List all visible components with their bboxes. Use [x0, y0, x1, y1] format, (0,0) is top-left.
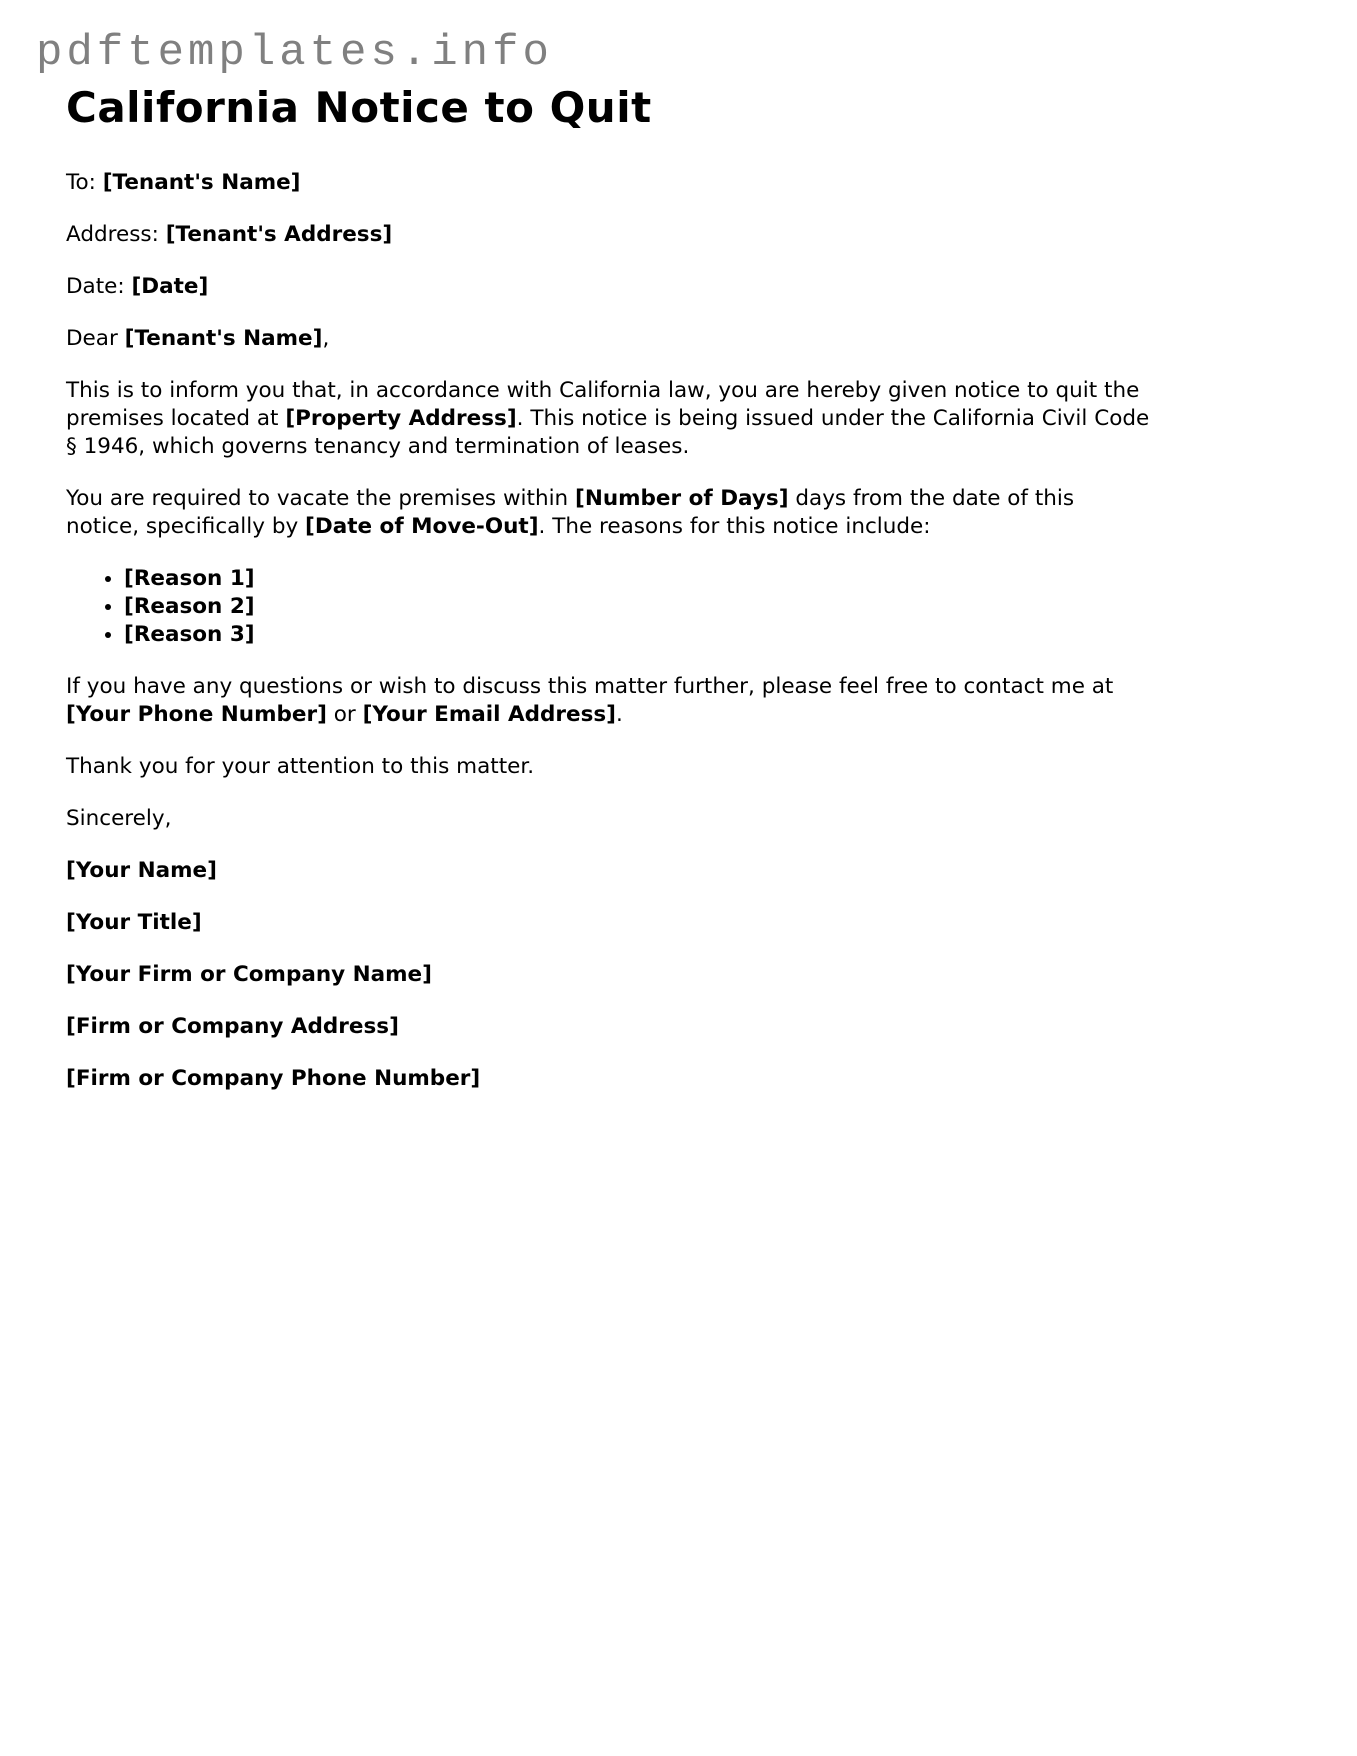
reasons-list [66, 565, 1151, 649]
intro-text-2: . This notice is being issued under the California Civil Code § 1946, which governs tenancy and termination of leases. [66, 405, 1150, 459]
vacate-text-1: You are required to vacate the premises within [66, 485, 576, 511]
intro-text-1: This is to inform you that, in accordance with California law, you are hereby given notice to quit the premises located at [66, 377, 1140, 431]
phone-number-placeholder: [Your Phone Number] [66, 701, 327, 727]
closing-line: Sincerely, [66, 805, 172, 831]
tenant-address-placeholder: [Tenant's Address] [165, 221, 393, 247]
vacate-paragraph [66, 485, 1151, 541]
to-label: To: [66, 169, 103, 195]
reason-item-1: • [Reason 1] [124, 565, 1151, 593]
contact-text-2: or [326, 701, 363, 727]
to-line [66, 169, 1151, 197]
email-address-placeholder: [Your Email Address] [362, 701, 617, 727]
contact-text-1: If you have any questions or wish to discuss this matter further, please feel free to contact me at [66, 673, 1114, 699]
signature-name: [Your Name] [66, 857, 217, 883]
signature-firm-address: [Firm or Company Address] [66, 1013, 399, 1039]
move-out-date-placeholder: [Date of Move-Out] [305, 513, 539, 539]
reason-item-3: • [Reason 3] [124, 621, 1151, 649]
contact-paragraph [66, 673, 1151, 729]
number-of-days-placeholder: [Number of Days] [575, 485, 789, 511]
salutation-pre: Dear [66, 325, 125, 351]
date-label: Date: [66, 273, 132, 299]
vacate-text-2: days from the date of this notice, specifically by [66, 485, 1075, 539]
date-placeholder: [Date] [131, 273, 209, 299]
intro-paragraph [66, 377, 1151, 461]
vacate-text-3: . The reasons for this notice include: [538, 513, 931, 539]
date-line [66, 273, 1151, 301]
tenant-name-placeholder: [Tenant's Name] [102, 169, 301, 195]
letter-body [66, 133, 1151, 1093]
signature-firm-name: [Your Firm or Company Name] [66, 961, 432, 987]
address-label: Address: [66, 221, 166, 247]
signature-title: [Your Title] [66, 909, 202, 935]
signature-firm-phone: [Firm or Company Phone Number] [66, 1065, 481, 1091]
reason-item-2: • [Reason 2] [124, 593, 1151, 621]
salutation-line [66, 325, 1151, 353]
address-line [66, 221, 1151, 249]
salutation-post: , [322, 325, 330, 351]
contact-text-3: . [616, 701, 623, 727]
thanks-line: Thank you for your attention to this matter. [66, 753, 535, 779]
document-title: California Notice to Quit [66, 82, 652, 132]
property-address-placeholder: [Property Address] [285, 405, 517, 431]
site-logo-text: pdftemplates.info [36, 28, 553, 78]
salutation-name-placeholder: [Tenant's Name] [124, 325, 323, 351]
